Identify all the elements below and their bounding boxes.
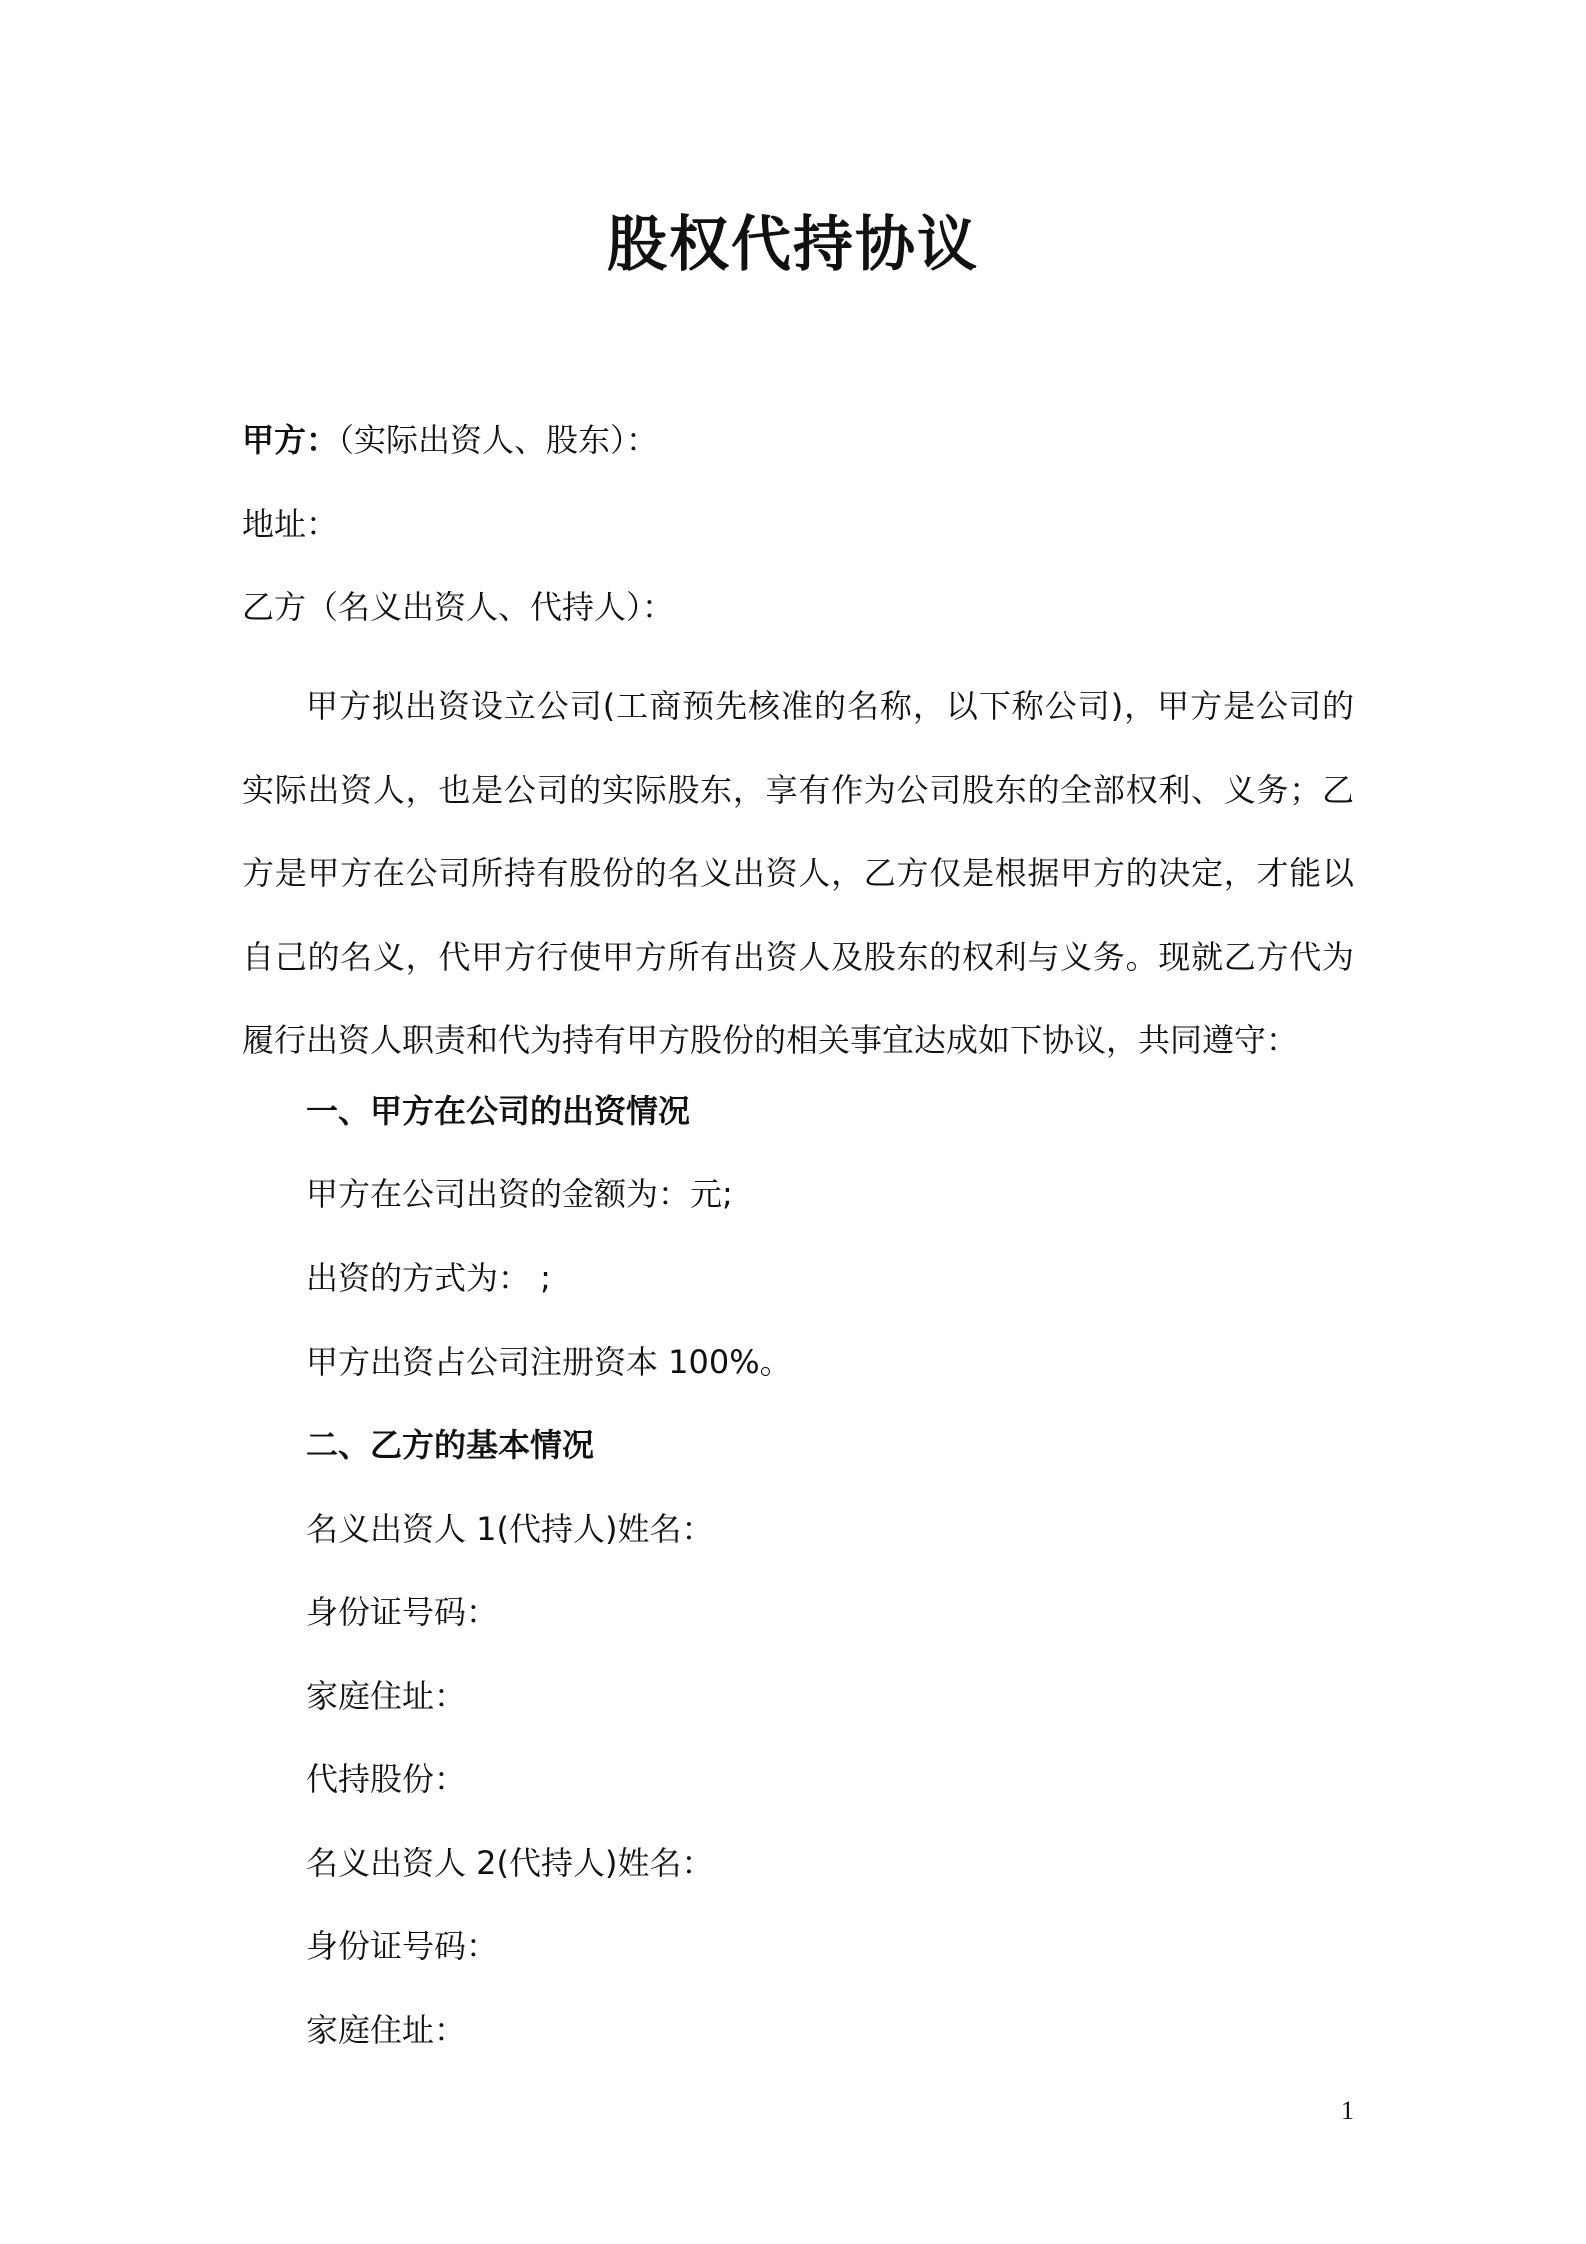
section-2-heading: 二、乙方的基本情况 [306,1426,595,1464]
nominee-1-name: 名义出资人 1(代持人)姓名： [306,1510,714,1548]
investment-ratio: 甲方出资占公司注册资本 100%。 [306,1343,792,1381]
intro-paragraph: 甲方拟出资设立公司(工商预先核准的名称，以下称公司)，甲方是公司的实际出资人，也是公司的实际股东，享有作为公司股东的全部权利、义务；乙方是甲方在公司所持有股份的名义出资人，乙方仅是根据甲方的决定，才能以自己的名义，代甲方行使甲方所有出资人及股东的权利与义务。现就乙方代为履行出资人职责和代为持有甲方股份的相关事宜达成如下协议，共同遵守： [242,687,1354,1059]
address-label: 地址： [242,505,339,543]
document-title: 股权代持协议 [607,210,979,280]
nominee-1-address: 家庭住址： [306,1677,467,1715]
nominee-1-shares: 代持股份： [306,1760,467,1798]
party-a-desc: （实际出资人、股东）： [338,421,659,459]
nominee-2-name: 名义出资人 2(代持人)姓名： [306,1844,714,1882]
party-b-line: 乙方（名义出资人、代持人）： [242,588,675,626]
investment-method: 出资的方式为： ; [306,1259,551,1297]
nominee-1-id: 身份证号码： [306,1593,499,1631]
page-number: 1 [1341,2096,1354,2125]
party-a-line [242,418,658,462]
nominee-2-id: 身份证号码： [306,1927,499,1965]
section-1-heading: 一、甲方在公司的出资情况 [306,1092,691,1130]
party-a-label: 甲方： [242,421,339,459]
investment-amount: 甲方在公司出资的金额为：元; [306,1175,733,1213]
nominee-2-address: 家庭住址： [306,2011,467,2049]
